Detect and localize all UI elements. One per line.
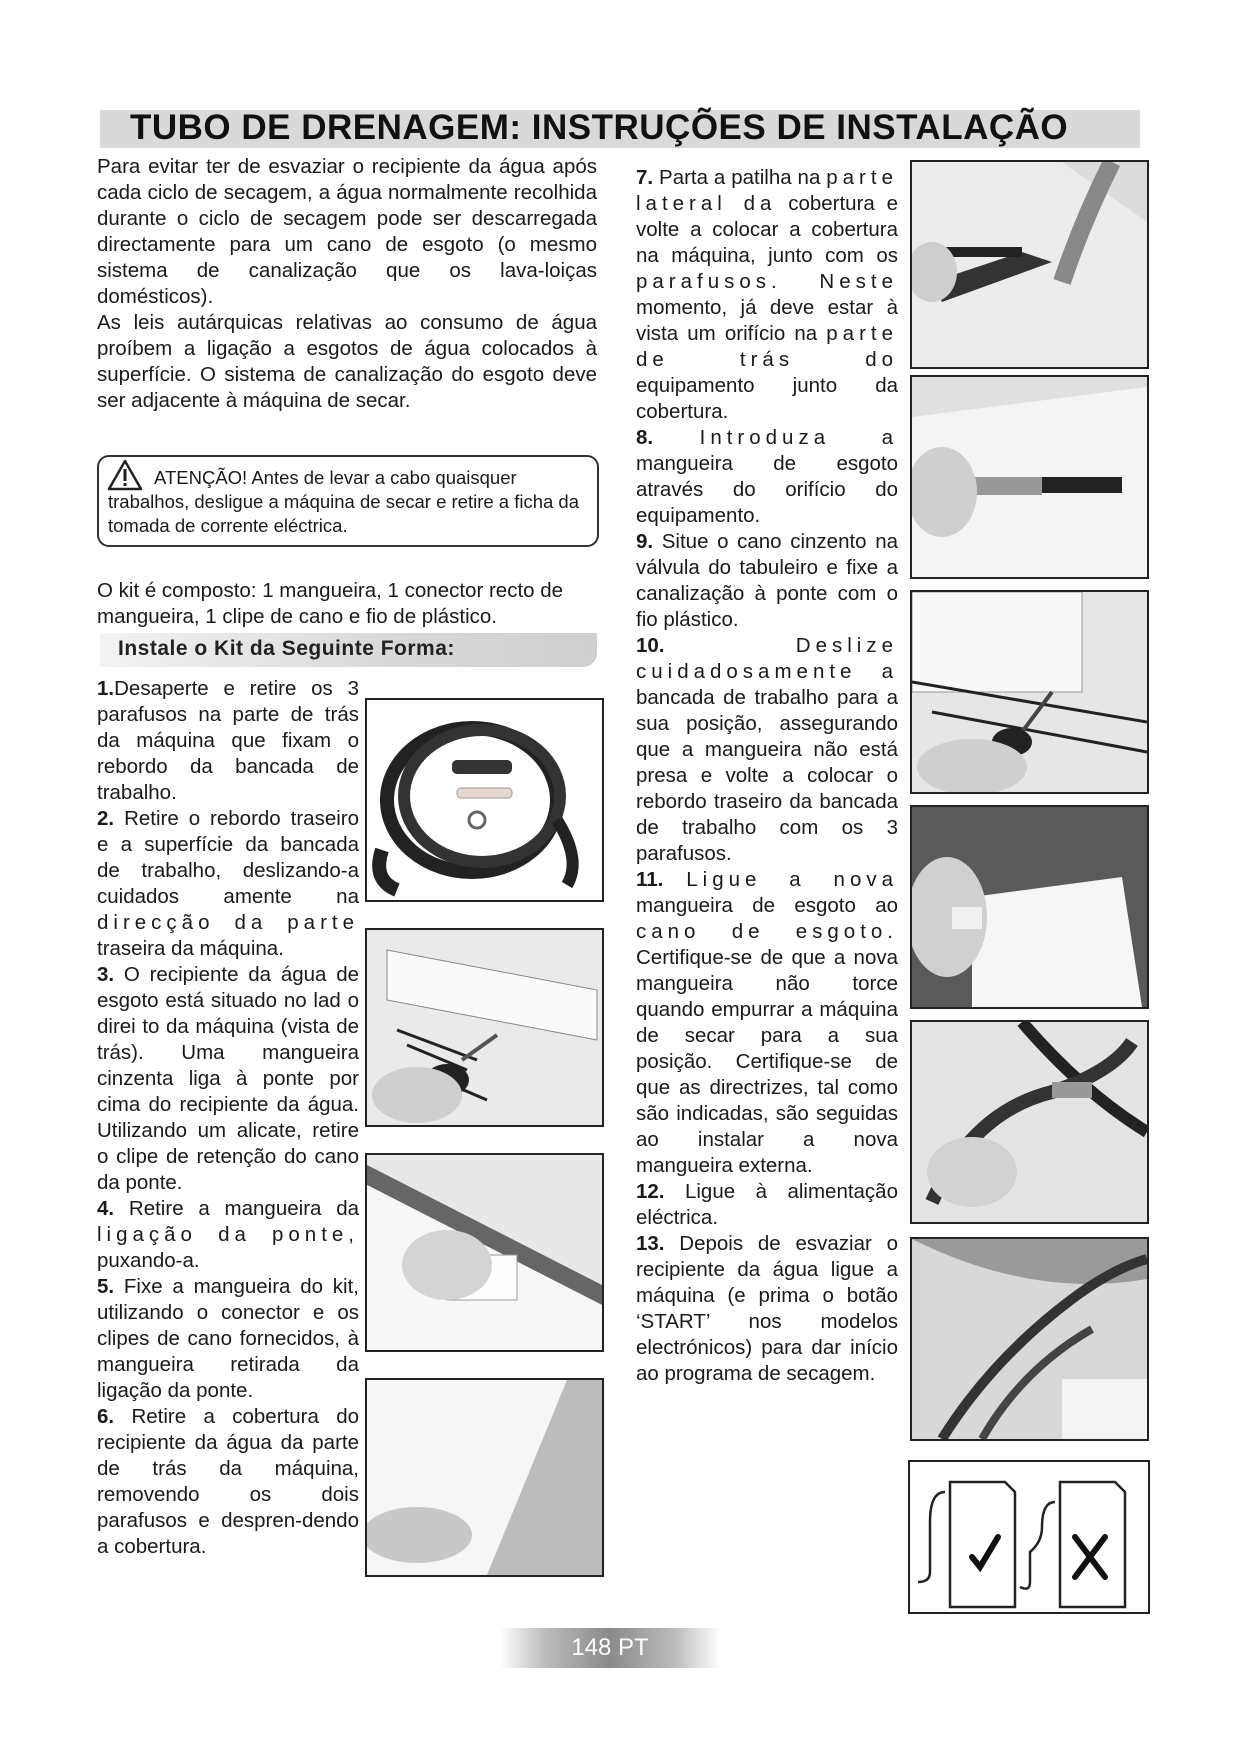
check-icon [972, 1537, 998, 1567]
photo-remove-cover [365, 1378, 604, 1577]
cover-illustration [367, 1380, 602, 1575]
workbench-illustration [367, 1155, 602, 1350]
step-2: 2. Retire o rebordo traseiro e a superfície da bancada de trabalho, deslizando-a cuidados amente na direcção da parte traseira da máquina. [97, 807, 359, 960]
warning-text: ATENÇÃO! Antes de levar a cabo quaisquer trabalhos, desligue a máquina de secar e retire a ficha da tomada de corrente eléctrica. [108, 467, 580, 536]
step-10: 10. Deslize cuidadosamente a bancada de trabalho para a sua posição, assegurando que a mangueira não está presa e volte a colocar o rebordo traseiro da bancada de trabalho com os 3 parafusos. [636, 634, 898, 865]
photo-tray-valve [910, 590, 1149, 794]
step-12: 12. Ligue à alimentação eléctrica. [636, 1180, 898, 1229]
photo-remove-workbench [365, 1153, 604, 1352]
steps-left-column [97, 676, 359, 1560]
step-4: 4. Retire a mangueira da ligação da ponte, puxando-a. [97, 1197, 360, 1272]
drain-diagram [908, 1460, 1150, 1614]
step-7: 7. Parta a patilha na parte lateral da cobertura e volte a colocar a cobertura na máquina, junto com os parafusos. Neste momento, já deve estar à vista um orifício na parte de trás do equipamento junto da cobertura. [636, 166, 898, 423]
hose-hole-illustration [912, 377, 1147, 577]
photo-pliers-clip [910, 160, 1149, 369]
intro-paragraph-1: Para evitar ter de esvaziar o recipiente da água após cada ciclo de secagem, a água normalmente recolhida durante o ciclo de secagem pode ser descarregada directamente para um cano de esgoto (o mesmo sistema de canalização que os lava-loiças domésticos). [97, 155, 597, 308]
drain-routing-illustration [912, 1239, 1147, 1439]
step-1: 1.Desaperte e retire os 3 parafusos na parte de trás da máquina que fixam o rebordo da bancada de trabalho. [97, 677, 359, 804]
step-5: 5. Fixe a mangueira do kit, utilizando o conector e os clipes de cano fornecidos, à mangueira retirada da ligação da ponte. [97, 1275, 359, 1402]
photo-workbench-replace [910, 805, 1149, 1009]
hose-coil-illustration [367, 700, 602, 900]
cross-icon [1075, 1537, 1105, 1577]
screwdriver-illustration [367, 930, 602, 1125]
correct-incorrect-diagram [910, 1462, 1148, 1612]
steps-right-column [636, 165, 898, 1387]
intro-paragraph-2: As leis autárquicas relativas ao consumo de água proíbem a ligação a esgotos de água colocados à superfície. O sistema de canalização do esgoto deve ser adjacente à máquina de secar. [97, 311, 597, 412]
photo-drain-routing [910, 1237, 1149, 1441]
step-8: 8. Introduza a mangueira de esgoto através do orifício do equipamento. [636, 426, 898, 527]
kit-contents: O kit é composto: 1 mangueira, 1 conector recto de mangueira, 1 clipe de cano e fio de plástico. [97, 579, 564, 628]
step-13: 13. Depois de esvaziar o recipiente da água ligue a máquina (e prima o botão ‘START’ nos modelos electrónicos) para dar início ao programa de secagem. [636, 1232, 899, 1385]
step-6: 6. Retire a cobertura do recipiente da água da parte de trás da máquina, removendo os dois parafusos e despren-dendo a cobertura. [97, 1405, 360, 1558]
photo-hose-through-hole [910, 375, 1149, 579]
workbench-replace-illustration [912, 807, 1147, 1007]
step-11: 11. Ligue a nova mangueira de esgoto ao cano de esgoto. Certifique-se de que a nova mangueira não torce quando empurrar a máquina de secar para a sua posição. Certifique-se de que as directrizes, tal como são indicadas, são seguidas ao instalar a nova mangueira externa. [636, 868, 898, 1177]
page-title: TUBO DE DRENAGEM: INSTRUÇÕES DE INSTALAÇÃO [130, 108, 1069, 147]
page-number: 148 PT [571, 1634, 649, 1661]
tray-valve-illustration [912, 592, 1147, 792]
connect-drain-illustration [912, 1022, 1147, 1222]
install-subtitle: Instale o Kit da Seguinte Forma: [118, 637, 455, 660]
step-3: 3. O recipiente da água de esgoto está situado no lad o direi to da máquina (vista de trás). Uma mangueira cinzenta liga à ponte por cima do recipiente da água. Utilizando um alicate, retire o clipe de retenção do cano da ponte. [97, 963, 360, 1194]
photo-kit-hose [365, 698, 604, 902]
intro-text [97, 154, 597, 414]
photo-remove-screws [365, 928, 604, 1127]
step-9: 9. Situe o cano cinzento na válvula do tabuleiro e fixe a canalização à ponte com o fio plástico. [636, 530, 898, 631]
photo-connect-drain [910, 1020, 1149, 1224]
pliers-illustration [912, 162, 1147, 367]
